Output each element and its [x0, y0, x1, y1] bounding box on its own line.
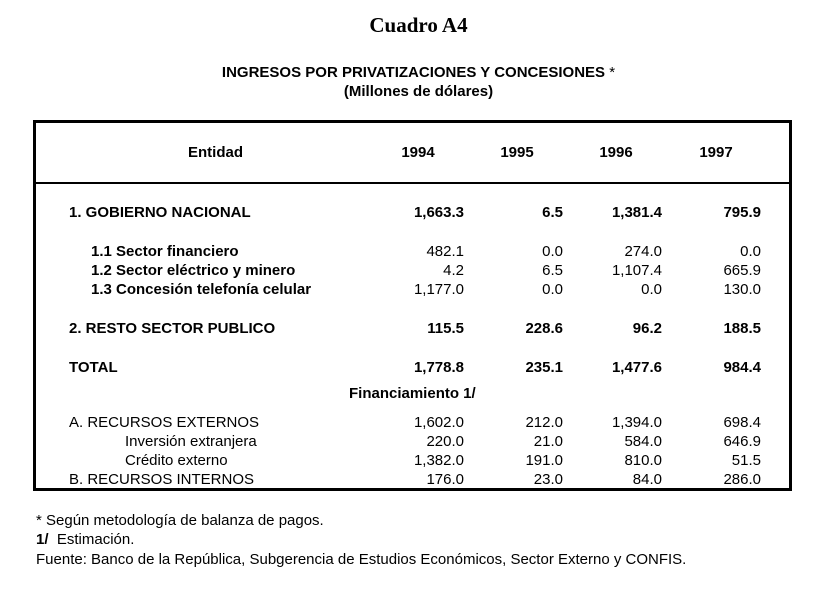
footnote-methodology: * Según metodología de balanza de pagos. — [36, 512, 324, 529]
cell-externos-1995: 212.0 — [525, 414, 563, 431]
cell-total-1995: 235.1 — [525, 359, 563, 376]
cell-total-1996: 1,477.6 — [611, 359, 662, 376]
footnote-estimation — [36, 531, 134, 549]
row-label-resto-sector-publico: 2. RESTO SECTOR PUBLICO — [69, 320, 276, 337]
cell-electrico-1995: 6.5 — [542, 262, 563, 279]
footnote-estimation-mark: 1/ — [36, 531, 49, 548]
row-label-gobierno-nacional: 1. GOBIERNO NACIONAL — [69, 204, 251, 221]
cell-credito-1997: 51.5 — [731, 452, 761, 469]
cell-externos-1994: 1,602.0 — [413, 414, 464, 431]
cell-internos-1996: 84.0 — [632, 471, 662, 488]
cell-telefonia-1994: 1,177.0 — [413, 281, 464, 298]
cell-inversion-1996: 584.0 — [624, 433, 662, 450]
cell-internos-1997: 286.0 — [723, 471, 761, 488]
row-label-sector-financiero: 1.1 Sector financiero — [91, 243, 239, 260]
row-label-recursos-externos: A. RECURSOS EXTERNOS — [69, 414, 260, 431]
row-label-telefonia-celular: 1.3 Concesión telefonía celular — [91, 281, 312, 298]
cell-credito-1995: 191.0 — [525, 452, 563, 469]
table-units: (Millones de dólares) — [343, 83, 494, 100]
row-label-sector-electrico: 1.2 Sector eléctrico y minero — [91, 262, 296, 279]
footnote-estimation-text: Estimación. — [48, 531, 135, 548]
cell-electrico-1996: 1,107.4 — [611, 262, 662, 279]
cell-externos-1997: 698.4 — [723, 414, 761, 431]
header-year-1996: 1996 — [599, 144, 633, 161]
cell-resto-1996: 96.2 — [632, 320, 662, 337]
footnote-source: Fuente: Banco de la República, Subgerencia de Estudios Económicos, Sector Externo y CONFIS. — [36, 551, 687, 568]
row-label-total: TOTAL — [69, 359, 118, 376]
data-table — [33, 120, 792, 491]
cell-resto-1994: 115.5 — [427, 320, 464, 337]
cell-telefonia-1995: 0.0 — [542, 281, 563, 298]
subtitle-text: INGRESOS POR PRIVATIZACIONES Y CONCESIONES — [221, 64, 606, 81]
cell-financiero-1994: 482.1 — [426, 243, 464, 260]
cell-inversion-1994: 220.0 — [426, 433, 464, 450]
header-year-1994: 1994 — [401, 144, 435, 161]
cell-financiero-1995: 0.0 — [542, 243, 563, 260]
financing-heading: Financiamiento 1/ — [349, 385, 476, 402]
cell-gobierno-1996: 1,381.4 — [611, 204, 662, 221]
table-title: Cuadro A4 — [369, 13, 468, 37]
cell-electrico-1997: 665.9 — [723, 262, 761, 279]
header-divider — [36, 182, 789, 184]
cell-total-1997: 984.4 — [723, 359, 761, 376]
cell-externos-1996: 1,394.0 — [611, 414, 662, 431]
header-year-1995: 1995 — [500, 144, 534, 161]
cell-credito-1996: 810.0 — [624, 452, 662, 469]
cell-credito-1994: 1,382.0 — [413, 452, 464, 469]
cell-inversion-1995: 21.0 — [533, 433, 563, 450]
row-label-recursos-internos: B. RECURSOS INTERNOS — [69, 471, 255, 488]
cell-telefonia-1997: 130.0 — [723, 281, 761, 298]
row-label-inversion-extranjera: Inversión extranjera — [125, 433, 257, 450]
header-year-1997: 1997 — [699, 144, 733, 161]
cell-financiero-1996: 274.0 — [624, 243, 662, 260]
cell-internos-1994: 176.0 — [426, 471, 464, 488]
cell-gobierno-1994: 1,663.3 — [413, 204, 464, 221]
cell-resto-1995: 228.6 — [525, 320, 563, 337]
header-entity: Entidad — [188, 144, 243, 161]
subtitle-footnote-mark: * — [609, 64, 616, 81]
cell-resto-1997: 188.5 — [723, 320, 761, 337]
cell-gobierno-1995: 6.5 — [542, 204, 563, 221]
cell-total-1994: 1,778.8 — [413, 359, 464, 376]
cell-electrico-1994: 4.2 — [443, 262, 464, 279]
cell-internos-1995: 23.0 — [533, 471, 563, 488]
cell-inversion-1997: 646.9 — [723, 433, 761, 450]
row-label-credito-externo: Crédito externo — [125, 452, 228, 469]
cell-gobierno-1997: 795.9 — [723, 204, 761, 221]
cell-financiero-1997: 0.0 — [740, 243, 761, 260]
cell-telefonia-1996: 0.0 — [641, 281, 662, 298]
table-subtitle — [0, 64, 837, 82]
